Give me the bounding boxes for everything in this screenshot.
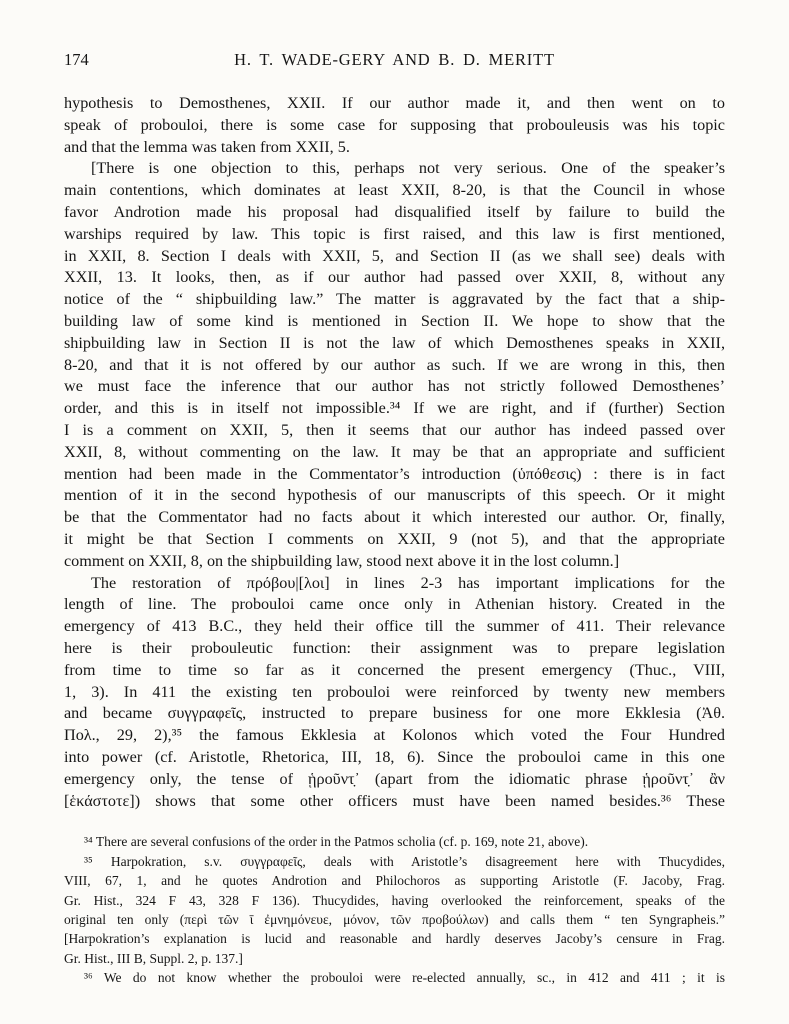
text-line: original ten only (περὶ τῶν ῑ ἐμνημόνευε, μόνον, τῶν προβούλων) and calls them “ ten Syngrapheis.”: [64, 911, 725, 927]
text-line: XXII, 13. It looks, then, as if our author had passed over XXII, 8, without any: [64, 268, 725, 287]
paragraph-restoration: [64, 573, 725, 813]
text-line: emergency of 413 B.C., they held their office till the summer of 411. Their relevance: [64, 617, 725, 636]
text-line: emergency only, the tense of ᾑροῦντ̣᾽ (apart from the idiomatic phrase ᾑροῦντ̣᾽ ἂν: [64, 769, 725, 788]
footnote-34: [64, 832, 725, 851]
text-line: XXII, 8, without commenting on the law. It may be that an appropriate and sufficient: [64, 442, 725, 461]
text-line: 8-20, and that it is not offered by our author as such. If we are wrong in this, then: [64, 355, 725, 374]
text-line: main contentions, which dominates at least XXII, 8-20, is that the Council in whose: [64, 181, 725, 200]
text-line: The restoration of πρόβου|[λοι] in lines 2-3 has important implications for the: [91, 573, 725, 592]
text-line: comment on XXII, 8, on the shipbuilding law, stood next above it in the lost column.]: [64, 551, 620, 570]
text-line: Gr. Hist., 324 F 43, 328 F 136). Thucydides, having overlooked the reinforcement, speaks of the: [64, 892, 725, 908]
text-line: we must face the inference that our author has not strictly followed Demosthenes’: [64, 377, 725, 396]
text-line: mention had been made in the Commentator’s introduction (ὑπόθεσις) : there is in fact: [64, 464, 725, 483]
text-line: it might be that Section I comments on XXII, 9 (not 5), and that the appropriate: [64, 529, 725, 548]
text-line: hypothesis to Demosthenes, XXII. If our author made it, and then went on to: [64, 94, 725, 112]
text-line: 1, 3). In 411 the existing ten probouloi were reinforced by twenty new members: [64, 682, 725, 701]
text-line: be that the Commentator had no facts about it which interested our author. Or, finally,: [64, 508, 725, 527]
text-line: [Harpokration’s explanation is lucid and reasonable and hardly deserves Jacoby’s censure in Frag.: [64, 931, 725, 947]
text-line: speak of probouloi, there is some case for supposing that probouleusis was his topic: [64, 115, 725, 134]
text-line: VIII, 67, 1, and he quotes Androtion and Philochoros as supporting Aristotle (F. Jacoby, Frag.: [64, 873, 725, 889]
text-line: ³⁵ Harpokration, s.v. συγγραφεῖς, deals with Aristotle’s disagreement here with Thucydides,: [84, 853, 725, 869]
text-line: favor Androtion made his proposal had disqualified itself by failure to build the: [64, 202, 725, 221]
footnote-35: [64, 852, 725, 968]
page-number: 174: [64, 50, 89, 69]
text-line: shipbuilding law in Section II is not the law of which Demosthenes speaks in XXII,: [64, 333, 725, 352]
text-line: [There is one objection to this, perhaps not very serious. One of the speaker’s: [91, 159, 725, 178]
page-content: [64, 50, 725, 988]
paragraph-continuation: [64, 93, 725, 158]
text-line: and became συγγραφεῖς, instructed to prepare business for one more Ekklesia (Ἀθ.: [64, 704, 725, 723]
paragraph-objection: [64, 158, 725, 572]
text-line: into power (cf. Aristotle, Rhetorica, III, 18, 6). Since the probouloi came in this one: [64, 747, 725, 766]
text-line: Πολ., 29, 2),³⁵ the famous Ekklesia at Kolonos which voted the Four Hundred: [64, 726, 725, 745]
text-line: ³⁶ We do not know whether the probouloi were re-elected annually, sc., in 412 and 411 ; it is: [84, 970, 725, 986]
text-line: Gr. Hist., III B, Suppl. 2, p. 137.]: [64, 950, 243, 966]
text-line: I is a comment on XXII, 5, then it seems that our author has indeed passed over: [64, 420, 725, 439]
text-line: notice of the “ shipbuilding law.” The matter is aggravated by the fact that a ship-: [64, 290, 725, 309]
text-line: here is their probouleutic function: their assignment was to prepare legislation: [64, 638, 725, 657]
text-line: length of line. The probouloi came once only in Athenian history. Created in the: [64, 595, 725, 614]
text-line: warships required by law. This topic is first raised, and this law is first mentioned,: [64, 224, 725, 243]
footnote-36: [64, 968, 725, 987]
text-line: in XXII, 8. Section I deals with XXII, 5, and Section II (as we shall see) deals with: [64, 246, 725, 265]
text-line: from time to time so far as it concerned the present emergency (Thuc., VIII,: [64, 660, 725, 679]
footnotes: [64, 832, 725, 987]
page-header: [64, 50, 725, 70]
text-line: ³⁴ There are several confusions of the order in the Patmos scholia (cf. p. 169, note 21, above).: [84, 834, 589, 850]
text-line: and that the lemma was taken from XXII, 5.: [64, 137, 350, 156]
running-head: H. T. WADE-GERY AND B. D. MERITT: [234, 50, 555, 69]
text-line: mention of it in the second hypothesis of our manuscripts of this speech. Or it might: [64, 486, 725, 505]
text-line: building law of some kind is mentioned in Section II. We hope to show that the: [64, 311, 725, 330]
text-line: order, and this is in itself not impossible.³⁴ If we are right, and if (further) Section: [64, 399, 725, 418]
text-line: [ἑκάστοτε]) shows that some other officers must have been named besides.³⁶ These: [64, 791, 725, 810]
body-text: [64, 93, 725, 812]
